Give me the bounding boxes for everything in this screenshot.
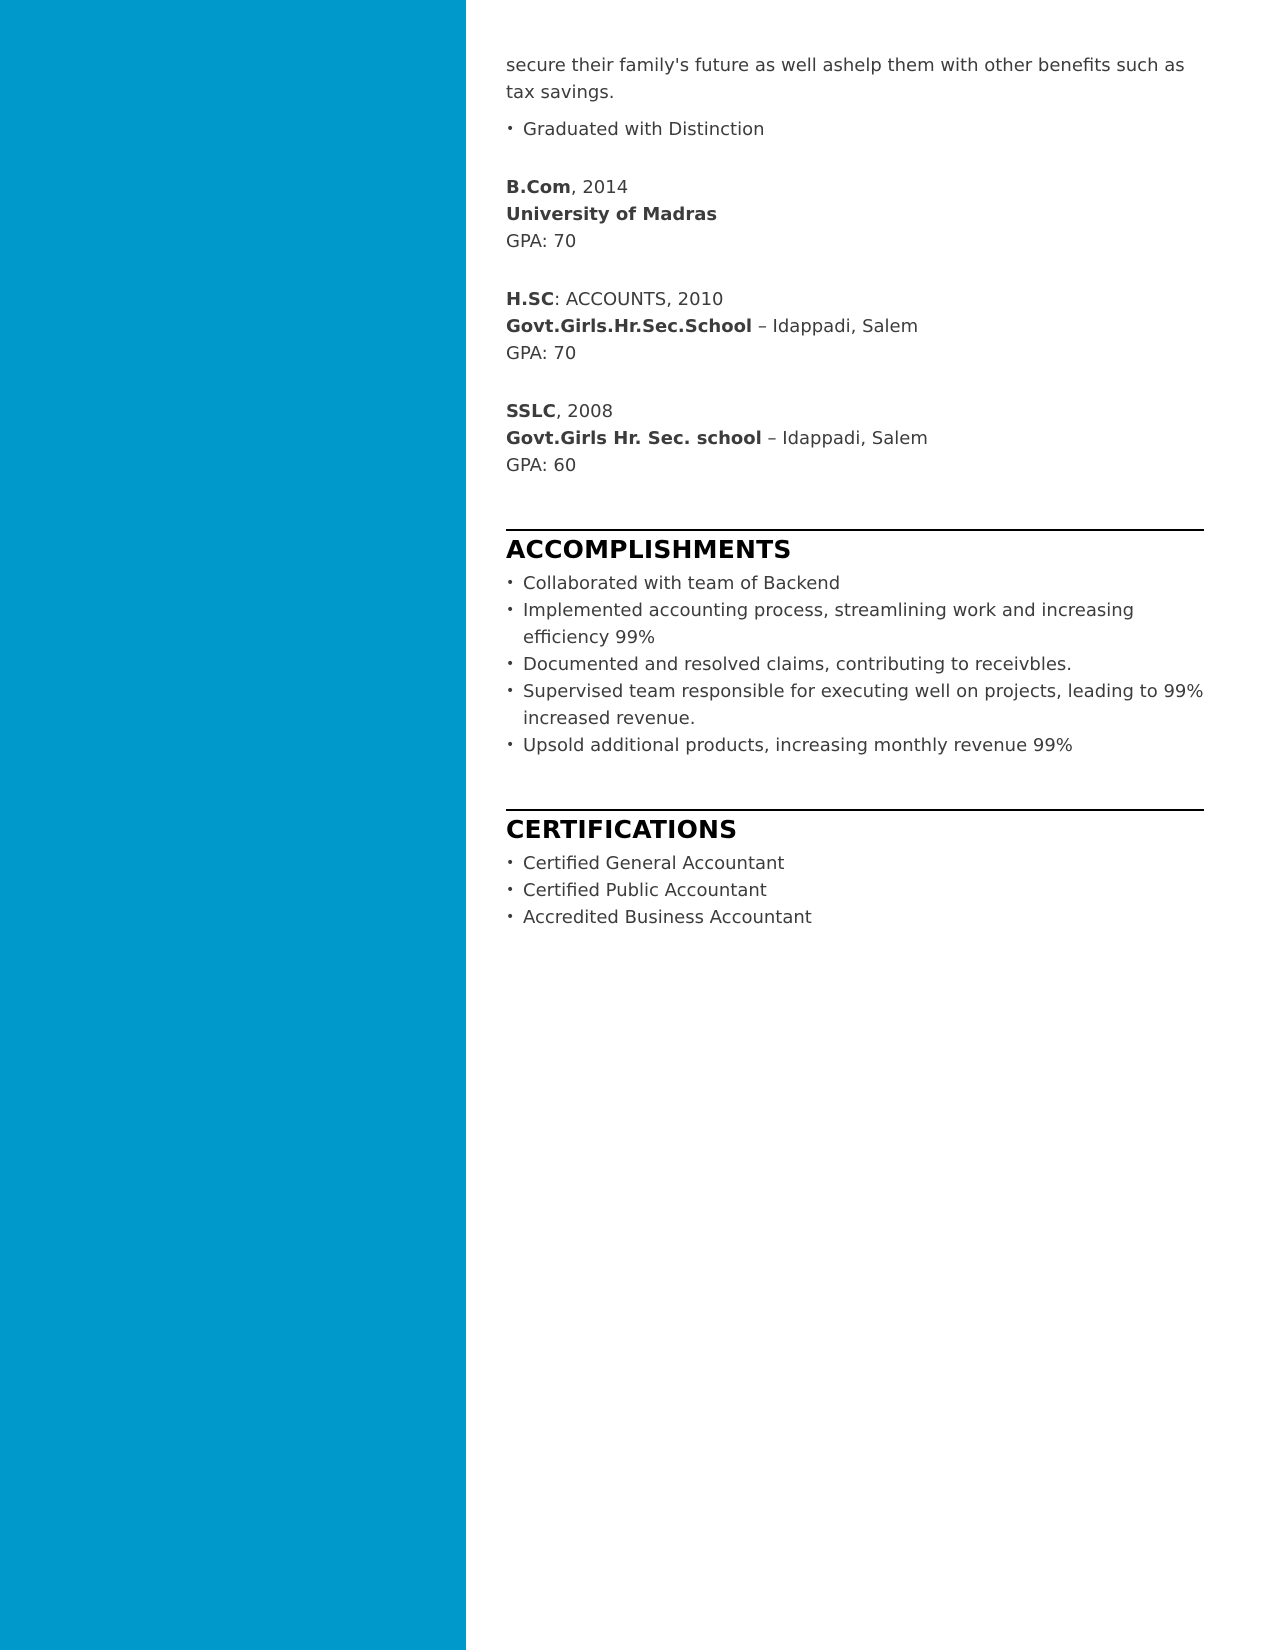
school-line (506, 425, 1204, 452)
education-description: secure their family's future as well ashelp them with other benefits such as tax savings. (506, 55, 1185, 103)
degree-name: SSLC (506, 401, 556, 422)
degree-line (506, 286, 1204, 313)
sidebar-panel (0, 0, 466, 1650)
list-item: • Certified General Accountant (506, 850, 1204, 877)
gpa-text: GPA: 70 (506, 343, 577, 364)
school-name: University of Madras (506, 204, 718, 225)
list-item: • Accredited Business Accountant (506, 904, 1204, 931)
list-item: • Upsold additional products, increasing monthly revenue 99% (506, 732, 1204, 759)
degree-detail: , 2014 (570, 177, 629, 198)
school-line (506, 201, 1204, 228)
list-item: • Graduated with Distinction (506, 116, 1204, 143)
school-location: – Idappadi, Salem (761, 428, 928, 449)
gpa-text: GPA: 60 (506, 455, 577, 476)
list-item: • Documented and resolved claims, contributing to receivbles. (506, 651, 1204, 678)
degree-line (506, 174, 1204, 201)
school-line (506, 313, 1204, 340)
list-item: • Collaborated with team of Backend (506, 570, 1204, 597)
education-entry-bcom (506, 174, 1204, 255)
section-heading: ACCOMPLISHMENTS (506, 535, 792, 564)
accomplishments-list (506, 570, 1204, 759)
certifications-section (506, 809, 1204, 931)
school-name: Govt.Girls Hr. Sec. school (506, 428, 762, 449)
education-entry-sslc (506, 398, 1204, 479)
degree-detail: : ACCOUNTS, 2010 (554, 289, 724, 310)
degree-line (506, 398, 1204, 425)
school-name: Govt.Girls.Hr.Sec.School (506, 316, 753, 337)
education-highlights-list (506, 116, 1204, 143)
list-item: • Implemented accounting process, streamlining work and increasing efficiency 99% (506, 597, 1204, 651)
accomplishments-section (506, 529, 1204, 759)
school-location: – Idappadi, Salem (752, 316, 919, 337)
education-entry-hsc (506, 286, 1204, 367)
section-heading: CERTIFICATIONS (506, 815, 738, 844)
degree-detail: , 2008 (555, 401, 614, 422)
gpa-text: GPA: 70 (506, 231, 577, 252)
list-item: • Certified Public Accountant (506, 877, 1204, 904)
certifications-list (506, 850, 1204, 931)
degree-name: H.SC (506, 289, 555, 310)
list-item: • Supervised team responsible for executing well on projects, leading to 99% increased revenue. (506, 678, 1204, 732)
resume-main-column (506, 52, 1204, 931)
degree-name: B.Com (506, 177, 571, 198)
